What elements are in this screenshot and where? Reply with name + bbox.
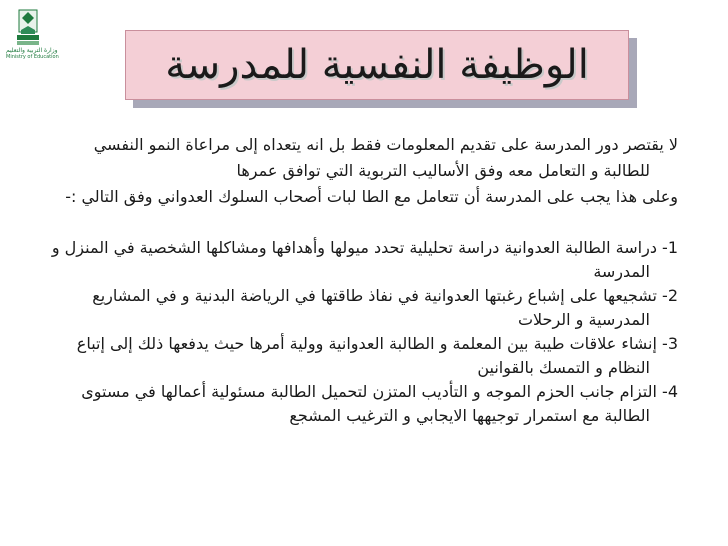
spacer	[50, 210, 678, 236]
ministry-logo	[6, 6, 59, 78]
logo-arabic-name: وزارة التربية والتعليم	[6, 47, 58, 54]
list-item: 3- إنشاء علاقات طيبة بين المعلمة و الطالبة العدوانية وولية أمرها حيث يدفعها ذلك إلى إتباع النظام و التمسك بالقوانين	[76, 334, 678, 377]
content-body	[50, 132, 678, 428]
lead-paragraph: وعلى هذا يجب على المدرسة أن تتعامل مع الطا لبات أصحاب السلوك العدواني وفق التالي :-	[65, 187, 678, 206]
list-item: 4- التزام جانب الحزم الموجه و التأديب المتزن لتحميل الطالبة مسئولية أعمالها في مستوى الطالبة مع استمرار توجيهها الايجابي و الترغيب المشجع	[81, 382, 678, 425]
intro-paragraph: لا يقتصر دور المدرسة على تقديم المعلومات فقط بل انه يتعداه إلى مراعاة النمو النفسي للطالبة و التعامل معه وفق الأساليب التربوية التي توافق عمرها	[93, 135, 678, 180]
list-item: 2- تشجيعها على إشباع رغبتها العدوانية في نفاذ طاقتها في الرياضة البدنية و في المشاريع المدرسية و الرحلات	[92, 286, 678, 329]
page-title: الوظيفة النفسية للمدرسة	[165, 42, 589, 88]
title-box	[125, 30, 629, 100]
ministry-emblem-icon	[13, 6, 43, 48]
logo-english-name: Ministry of Education	[6, 53, 59, 60]
list-item: 1- دراسة الطالبة العدوانية دراسة تحليلية تحدد ميولها وأهدافها ومشاكلها الشخصية في المنزل و المدرسة	[51, 238, 678, 281]
